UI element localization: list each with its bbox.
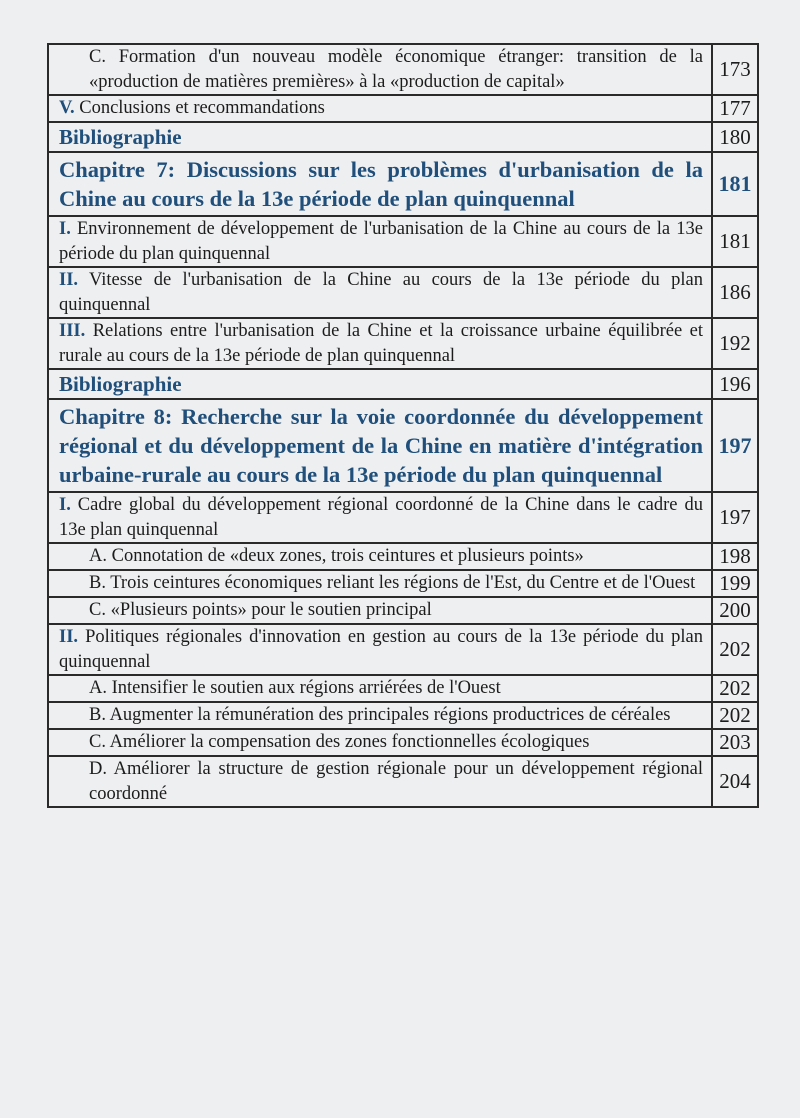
- toc-page-number: 203: [712, 729, 758, 756]
- section-number: V.: [59, 98, 75, 119]
- toc-row: [48, 702, 758, 729]
- toc-entry-title: Bibliographie: [48, 369, 712, 399]
- toc-entry-title: [48, 95, 712, 122]
- toc-row: [48, 756, 758, 807]
- toc-page-number: 202: [712, 624, 758, 675]
- toc-row: [48, 543, 758, 570]
- toc-page-number: 181: [712, 216, 758, 267]
- toc-page-number: 200: [712, 597, 758, 624]
- toc-page-number: 181: [712, 152, 758, 216]
- toc-page-number: 197: [712, 492, 758, 543]
- chapter-title: Chapitre 8: Recherche sur la voie coordonnée du développement régional et du développement de la Chine en matière d'intégration urbaine-rurale au cours de la 13e période du plan quinquennal: [48, 399, 712, 492]
- toc-row-bibliography: [48, 369, 758, 399]
- toc-page-number: 173: [712, 44, 758, 95]
- toc-entry-title: Bibliographie: [48, 122, 712, 152]
- toc-row: [48, 492, 758, 543]
- toc-entry-title: B. Trois ceintures économiques reliant les régions de l'Est, du Centre et de l'Ouest: [48, 570, 712, 597]
- toc-row: [48, 729, 758, 756]
- section-title: Environnement de développement de l'urbanisation de la Chine au cours de la 13e période du plan quinquennal: [59, 219, 703, 264]
- toc-row: [48, 95, 758, 122]
- chapter-title: Chapitre 7: Discussions sur les problèmes d'urbanisation de la Chine au cours de la 13e période de plan quinquennal: [48, 152, 712, 216]
- toc-page-number: 202: [712, 675, 758, 702]
- table-of-contents: [47, 43, 759, 808]
- toc-page-number: 192: [712, 318, 758, 369]
- toc-entry-title: [48, 624, 712, 675]
- toc-entry-title: B. Augmenter la rémunération des principales régions productrices de céréales: [48, 702, 712, 729]
- toc-page-number: 199: [712, 570, 758, 597]
- toc-entry-title: [48, 216, 712, 267]
- toc-entry-title: [48, 492, 712, 543]
- toc-entry-title: A. Intensifier le soutien aux régions arriérées de l'Ouest: [48, 675, 712, 702]
- toc-row: [48, 624, 758, 675]
- toc-entry-title: C. «Plusieurs points» pour le soutien principal: [48, 597, 712, 624]
- section-title: Politiques régionales d'innovation en gestion au cours de la 13e période du plan quinquennal: [59, 627, 703, 672]
- toc-row-chapter: [48, 152, 758, 216]
- section-title: Cadre global du développement régional coordonné de la Chine dans le cadre du 13e plan quinquennal: [59, 495, 703, 540]
- toc-page-number: 202: [712, 702, 758, 729]
- toc-page-number: 198: [712, 543, 758, 570]
- toc-row: [48, 318, 758, 369]
- toc-entry-title: D. Améliorer la structure de gestion régionale pour un développement régional coordonné: [48, 756, 712, 807]
- section-number: I.: [59, 219, 71, 239]
- toc-entry-title: [48, 267, 712, 318]
- toc-row: [48, 675, 758, 702]
- toc-row-bibliography: [48, 122, 758, 152]
- toc-entry-title: C. Formation d'un nouveau modèle économique étranger: transition de la «production de matières premières» à la «production de capital»: [48, 44, 712, 95]
- section-title: Vitesse de l'urbanisation de la Chine au cours de la 13e période du plan quinquennal: [59, 270, 703, 315]
- toc-page-number: 204: [712, 756, 758, 807]
- toc-page-number: 177: [712, 95, 758, 122]
- toc-page-number: 197: [712, 399, 758, 492]
- section-number: II.: [59, 270, 79, 290]
- toc-page-number: 186: [712, 267, 758, 318]
- section-number: III.: [59, 321, 86, 341]
- toc-page-number: 180: [712, 122, 758, 152]
- toc-row: [48, 267, 758, 318]
- section-number: I.: [59, 495, 71, 515]
- section-title: Conclusions et recommandations: [74, 98, 325, 119]
- toc-entry-title: [48, 318, 712, 369]
- section-number: II.: [59, 627, 79, 647]
- toc-page-number: 196: [712, 369, 758, 399]
- toc-row-chapter: [48, 399, 758, 492]
- toc-entry-title: A. Connotation de «deux zones, trois ceintures et plusieurs points»: [48, 543, 712, 570]
- toc-row: [48, 597, 758, 624]
- toc-entry-title: C. Améliorer la compensation des zones fonctionnelles écologiques: [48, 729, 712, 756]
- section-title: Relations entre l'urbanisation de la Chine et la croissance urbaine équilibrée et rurale au cours de la 13e période de plan quinquennal: [59, 321, 703, 366]
- toc-row: [48, 570, 758, 597]
- toc-row: [48, 216, 758, 267]
- toc-row: [48, 44, 758, 95]
